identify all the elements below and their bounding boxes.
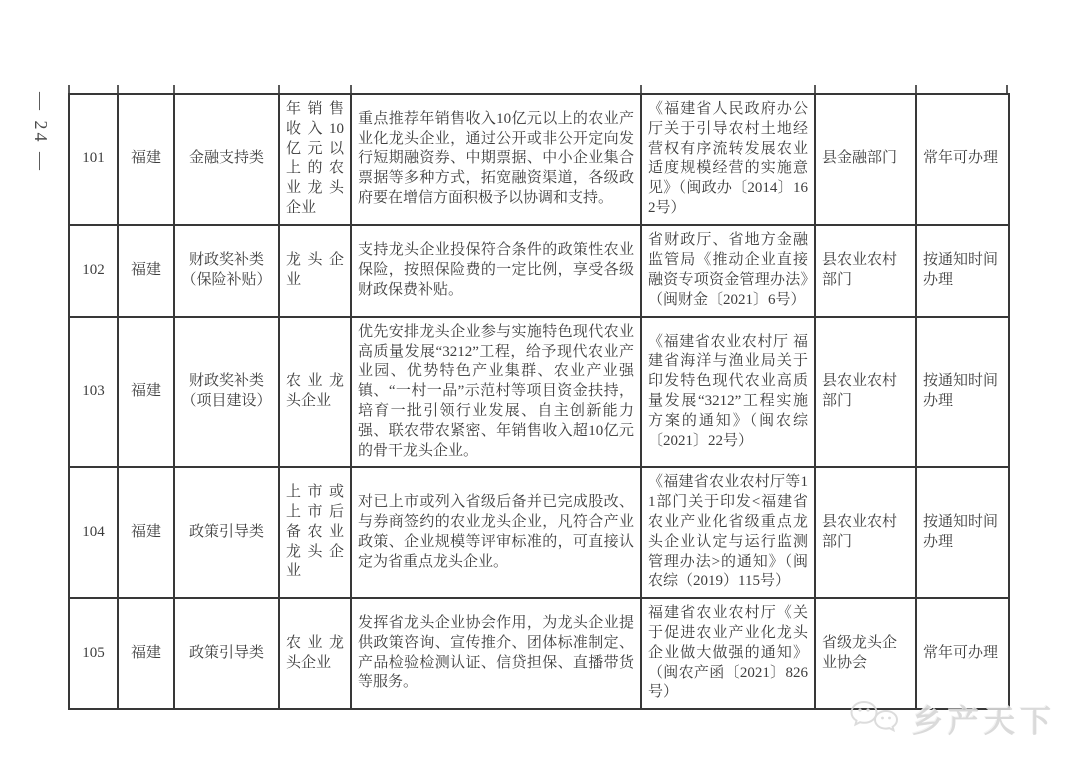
- page-number: — 24 —: [31, 92, 51, 173]
- policy-table: [68, 93, 1010, 710]
- cell-row-number: 101: [69, 94, 118, 225]
- cell-target: 农业龙头企业: [279, 598, 351, 709]
- cell-policy-doc: 福建省农业农村厅《关于促进农业产业化龙头企业做大做强的通知》（闽农产函〔2021〕826号）: [641, 598, 815, 709]
- cell-schedule: 常年可办理: [916, 598, 1009, 709]
- cell-schedule: 按通知时间办理: [916, 317, 1009, 468]
- cell-description: 重点推荐年销售收入10亿元以上的农业产业化龙头企业，通过公开或非公开定向发行短期融资券、中期票据、中小企业集合票据等多种方式，拓宽融资渠道，各级政府要在增信方面积极予以协调和支持。: [351, 94, 641, 225]
- cell-schedule: 按通知时间办理: [916, 467, 1009, 598]
- table-row: [69, 467, 1009, 598]
- cell-department: 省级龙头企业协会: [815, 598, 916, 709]
- cell-category: 政策引导类: [174, 598, 279, 709]
- cell-department: 县金融部门: [815, 94, 916, 225]
- brand-watermark: [850, 696, 1056, 741]
- cell-province: 福建: [118, 317, 174, 468]
- cell-target: 农业龙头企业: [279, 317, 351, 468]
- cell-category: 金融支持类: [174, 94, 279, 225]
- cell-department: 县农业农村部门: [815, 467, 916, 598]
- cell-policy-doc: 《福建省农业农村厅 福建省海洋与渔业局关于印发特色现代农业高质量发展“3212”工程实施方案的通知》（闽农综〔2021〕22号）: [641, 317, 815, 468]
- cell-category: 政策引导类: [174, 467, 279, 598]
- cell-category: 财政奖补类（项目建设）: [174, 317, 279, 468]
- cell-policy-doc: 省财政厅、省地方金融监管局《推动企业直接融资专项资金管理办法》（闽财金〔2021〕6号）: [641, 225, 815, 317]
- table-row: [69, 225, 1009, 317]
- cell-target: 年销售收入10亿元以上的农业龙头企业: [279, 94, 351, 225]
- brand-name: 乡产天下: [912, 704, 1056, 739]
- table-row: [69, 598, 1009, 709]
- cell-province: 福建: [118, 225, 174, 317]
- cell-target: 上市或上市后备农业龙头企业: [279, 467, 351, 598]
- cell-row-number: 103: [69, 317, 118, 468]
- cell-department: 县农业农村部门: [815, 225, 916, 317]
- cell-department: 县农业农村部门: [815, 317, 916, 468]
- cell-province: 福建: [118, 467, 174, 598]
- table-row: [69, 94, 1009, 225]
- cell-policy-doc: 《福建省人民政府办公厅关于引导农村土地经营权有序流转发展农业适度规模经营的实施意见》（闽政办〔2014〕162号）: [641, 94, 815, 225]
- cell-category: 财政奖补类（保险补贴）: [174, 225, 279, 317]
- cell-row-number: 104: [69, 467, 118, 598]
- cell-schedule: 按通知时间办理: [916, 225, 1009, 317]
- cell-description: 支持龙头企业投保符合条件的政策性农业保险，按照保险费的一定比例，享受各级财政保费补贴。: [351, 225, 641, 317]
- cell-description: 对已上市或列入省级后备并已完成股改、与券商签约的农业龙头企业，凡符合产业政策、企业规模等评审标准的，可直接认定为省重点龙头企业。: [351, 467, 641, 598]
- cell-province: 福建: [118, 598, 174, 709]
- cell-row-number: 102: [69, 225, 118, 317]
- table-row: [69, 317, 1009, 468]
- cell-policy-doc: 《福建省农业农村厅等11部门关于印发<福建省农业产业化省级重点龙头企业认定与运行监测管理办法>的通知》（闽农综（2019）115号）: [641, 467, 815, 598]
- cell-row-number: 105: [69, 598, 118, 709]
- cell-province: 福建: [118, 94, 174, 225]
- cell-description: 优先安排龙头企业参与实施特色现代农业高质量发展“3212”工程，给予现代农业产业园、优势特色产业集群、农业产业强镇、“一村一品”示范村等项目资金扶持，培育一批引领行业发展、自主创新能力强、联农带农紧密、年销售收入超10亿元的骨干龙头企业。: [351, 317, 641, 468]
- cell-description: 发挥省龙头企业协会作用，为龙头企业提供政策咨询、宣传推介、团体标准制定、产品检验检测认证、信贷担保、直播带货等服务。: [351, 598, 641, 709]
- cell-target: 龙头企业: [279, 225, 351, 317]
- cell-schedule: 常年可办理: [916, 94, 1009, 225]
- wechat-chat-bubbles-icon: [850, 699, 902, 739]
